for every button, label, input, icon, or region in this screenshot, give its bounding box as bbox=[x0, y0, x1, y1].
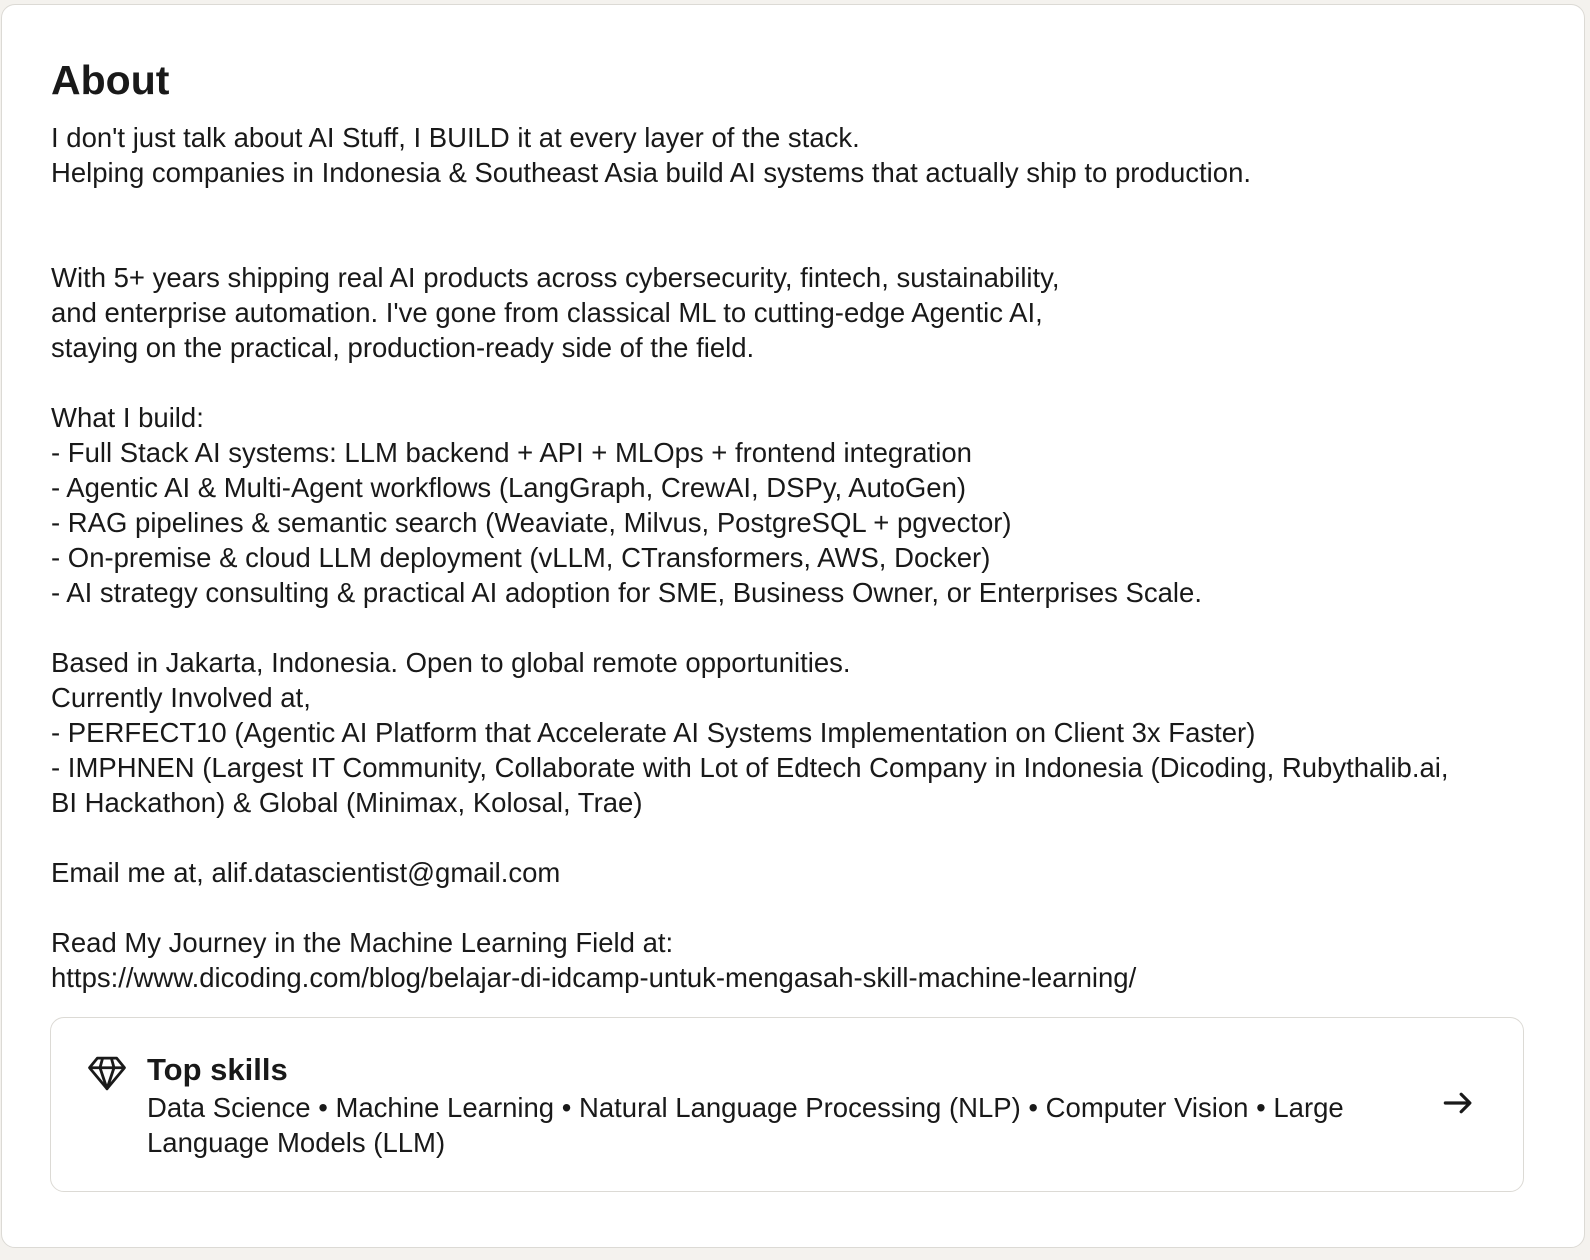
about-card bbox=[1, 4, 1585, 1248]
top-skills-list: Data Science • Machine Learning • Natural Language Processing (NLP) • Computer Vision • Large Language Models (LLM) bbox=[147, 1092, 1344, 1158]
top-skills-title: Top skills bbox=[147, 1052, 288, 1087]
about-text: I don't just talk about AI Stuff, I BUILD it at every layer of the stack. Helping companies in Indonesia & Southeast Asia build AI systems that actually ship to production. With 5+ years shipping real AI products across cybersecurity, fintech, sustainability, and enterprise automation. I've gone from classical ML to cutting-edge Agentic AI, staying on the practical, production-ready side of the field. What I build: - Full Stack AI systems: LLM backend + API + MLOps + frontend integration - Agentic AI & Multi-Agent workflows (LangGraph, CrewAI, DSPy, AutoGen) - RAG pipelines & semantic search (Weaviate, Milvus, PostgreSQL + pgvector) - On-premise & cloud LLM deployment (vLLM, CTransformers, AWS, Docker) - AI strategy consulting & practical AI adoption for SME, Business Owner, or Enterprises Scale. Based in Jakarta, Indonesia. Open to global remote opportunities. Currently Involved at, - PERFECT10 (Agentic AI Platform that Accelerate AI Systems Implementation on Client 3x Faster) - IMPHNEN (Largest IT Community, Collaborate with Lot of Edtech Company in Indonesia (Dicoding, Rubythalib.ai, BI Hackathon) & Global (Minimax, Kolosal, Trae) Email me at, alif.datascientist@gmail.com Read My Journey in the Machine Learning Field at: https://www.dicoding.com/blog/belajar-di-idcamp-untuk-mengasah-skill-machine-learning/ bbox=[51, 122, 1449, 993]
diamond-icon bbox=[86, 1052, 128, 1094]
about-title: About bbox=[51, 57, 170, 103]
top-skills-card[interactable] bbox=[50, 1017, 1524, 1192]
arrow-right-icon[interactable] bbox=[1439, 1084, 1477, 1122]
